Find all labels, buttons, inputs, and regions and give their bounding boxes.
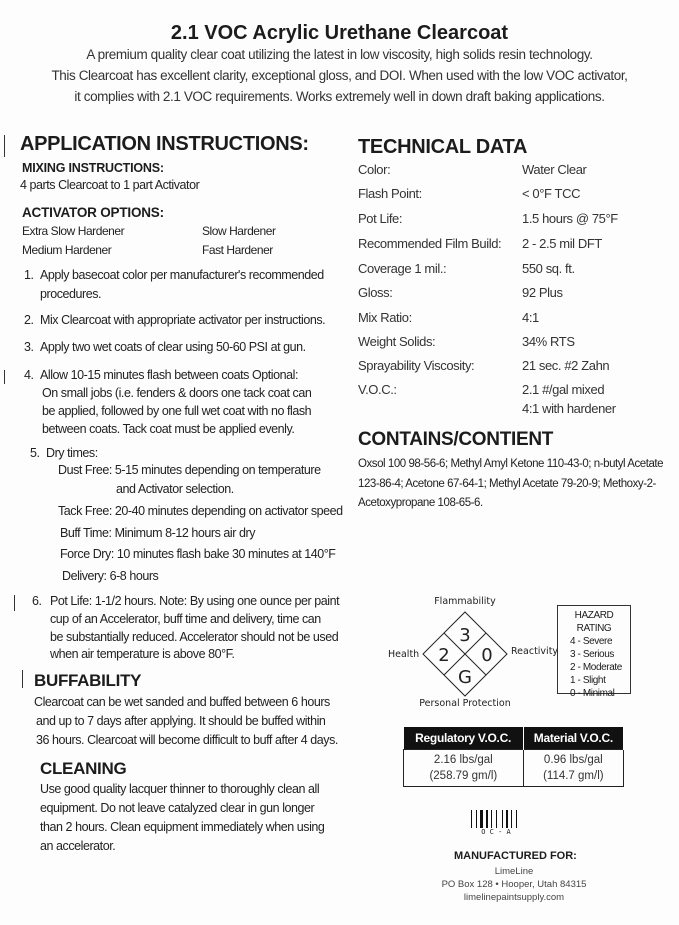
scan-mark [4,370,5,384]
dry-time: Tack Free: 20-40 minutes depending on activator speed [58,504,343,518]
barcode-bar [502,810,503,828]
scan-mark [4,135,5,157]
tech-value: 21 sec. #2 Zahn [522,358,610,373]
tech-value: 1.5 hours @ 75°F [522,211,618,226]
tech-value: 2 - 2.5 mil DFT [522,236,602,251]
flammability-label: Flammability [434,596,496,607]
tech-value: 4:1 with hardener [522,401,616,416]
reactivity-label: Reactivity [511,646,559,657]
tech-value: < 0°F TCC [522,186,581,201]
buffability-text: Clearcoat can be wet sanded and buffed between 6 hours [34,695,330,709]
material-gml: (114.7 gm/l) [543,770,604,782]
step-text: be substantially reduced. Accelerator should not be used [50,630,339,644]
activator-heading: ACTIVATOR OPTIONS: [22,205,164,220]
manufactured-heading: MANUFACTURED FOR: [454,850,577,862]
tech-label: Mix Ratio: [358,310,412,325]
intro-line: This Clearcoat has excellent clarity, exceptional gloss, and DOI. When used with the low VOC activator, [51,68,628,83]
step-text: Apply basecoat color per manufacturer's recommended [40,268,324,282]
regulatory-voc-header: Regulatory V.O.C. [404,727,524,750]
step-text: Dry times: [46,446,98,460]
activator-option: Extra Slow Hardener [22,224,125,238]
buffability-text: 36 hours. Clearcoat will become difficult to buff after 4 days. [36,733,338,747]
barcode-bar [476,810,477,828]
dry-time: Force Dry: 10 minutes flash bake 30 minutes at 140°F [60,547,336,561]
reactivity-value: 0 [481,645,493,666]
activator-option: Fast Hardener [202,243,273,257]
tech-label: Coverage 1 mil.: [358,261,447,276]
technical-heading: TECHNICAL DATA [358,136,528,158]
tech-label: Flash Point: [358,186,422,201]
tech-label: Gloss: [358,285,393,300]
tech-label: Recommended Film Build: [358,236,502,251]
activator-option: Slow Hardener [202,224,276,238]
application-heading: APPLICATION INSTRUCTIONS: [20,133,309,155]
buffability-text: and up to 7 days after applying. It should be buffed within [36,714,326,728]
barcode-bar [491,810,492,828]
hazard-rating: 2 - Moderate [570,662,622,673]
tech-label: Color: [358,162,391,177]
barcode-bar [511,810,512,828]
dry-time: Dust Free: 5-15 minutes depending on temperature [58,463,321,477]
step-number: 6. [32,594,42,608]
contains-heading: CONTAINS/CONTIENT [358,429,554,450]
intro-line: A premium quality clear coat utilizing the latest in low viscosity, high solids resin technology. [86,47,593,62]
step-text: Pot Life: 1-1/2 hours. Note: By using one ounce per paint [50,594,340,608]
barcode-bar [516,810,517,828]
tech-value: 92 Plus [522,285,563,300]
step-text: when air temperature is above 80°F. [50,647,235,661]
tech-value: 34% RTS [522,334,575,349]
barcode-bar [480,810,483,828]
step-number: 3. [24,340,34,354]
step-text: between coats. Tack coat must be applied evenly. [42,422,295,436]
step-number: 5. [30,446,40,460]
contains-text: 123-86-4; Acetone 67-64-1; Methyl Acetate 79-20-9; Methoxy-2- [358,478,656,490]
scan-mark [14,595,15,611]
protection-label: Personal Protection [419,698,511,709]
hazard-rating: 3 - Serious [570,649,614,660]
step-text: be applied, followed by one full wet coat with no flash [42,404,312,418]
step-text: Mix Clearcoat with appropriate activator per instructions. [40,313,326,327]
contains-text: Oxsol 100 98-56-6; Methyl Amyl Ketone 110-43-0; n-butyl Acetate [358,458,664,470]
manufacturer-name: LimeLine [494,866,534,877]
regulatory-gml: (258.79 gm/l) [429,770,498,782]
step-text: Apply two wet coats of clear using 50-60 PSI at gun. [40,340,306,354]
material-lbs: 0.96 lbs/gal [543,754,603,766]
mixing-text: 4 parts Clearcoat to 1 part Activator [20,178,200,192]
step-text: procedures. [40,287,102,301]
barcode [471,810,521,828]
material-voc-value [523,750,623,787]
contains-text: Acetoxypropane 108-65-6. [358,497,483,509]
regulatory-voc-value [404,750,524,787]
tech-label: Weight Solids: [358,334,436,349]
scan-mark [22,670,23,688]
barcode-bar [496,810,497,828]
tech-value: 550 sq. ft. [522,261,575,276]
barcode-bar [471,810,472,828]
product-title: 2.1 VOC Acrylic Urethane Clearcoat [170,22,509,44]
intro-line: it complies with 2.1 VOC requirements. Works extremely well in down draft baking applications. [74,89,605,104]
hazard-rating: 1 - Slight [570,675,606,686]
hazard-rating: 0 - Minimal [570,688,615,699]
health-label: Health [388,649,420,660]
voc-table [403,727,624,787]
dry-time: Delivery: 6-8 hours [62,569,159,583]
step-text: Allow 10-15 minutes flash between coats Optional: [40,368,298,382]
dry-time: Buff Time: Minimum 8-12 hours air dry [60,526,255,540]
barcode-bar [506,810,508,828]
barcode-text: O C - A [481,828,511,836]
tech-label: Sprayability Viscosity: [358,358,475,373]
barcode-bar [486,810,488,828]
dry-time: and Activator selection. [116,482,234,496]
manufacturer-website: limelinepaintsupply.com [463,892,565,903]
hazard-rating-title: HAZARD RATING [574,610,614,634]
cleaning-text: than 2 hours. Clean equipment immediately when using [40,820,325,834]
step-number: 2. [24,313,34,327]
buffability-heading: BUFFABILITY [34,671,142,690]
activator-option: Medium Hardener [22,243,112,257]
tech-label: V.O.C.: [358,382,397,397]
tech-label: Pot Life: [358,211,403,226]
material-voc-header: Material V.O.C. [523,727,623,750]
step-number: 4. [24,368,34,382]
hazard-diamond [385,594,560,709]
protection-value: G [458,667,472,688]
tech-value: 4:1 [522,310,539,325]
step-text: cup of an Accelerator, buff time and delivery, time can [50,612,321,626]
health-value: 2 [438,645,450,666]
regulatory-lbs: 2.16 lbs/gal [433,754,493,766]
cleaning-text: Use good quality lacquer thinner to thoroughly clean all [40,782,320,796]
cleaning-text: an accelerator. [40,839,116,853]
flammability-value: 3 [459,625,471,646]
manufacturer-address: PO Box 128 • Hooper, Utah 84315 [441,879,587,890]
hazard-rating: 4 - Severe [570,636,613,647]
cleaning-text: equipment. Do not leave catalyzed clear in gun longer [40,801,315,815]
tech-value: Water Clear [522,162,587,177]
hazard-rating-box [557,605,631,699]
step-number: 1. [24,268,34,282]
cleaning-heading: CLEANING [40,759,127,778]
mixing-heading: MIXING INSTRUCTIONS: [22,161,164,175]
tech-value: 2.1 #/gal mixed [522,382,605,397]
step-text: On small jobs (i.e. fenders & doors one tack coat can [42,386,312,400]
